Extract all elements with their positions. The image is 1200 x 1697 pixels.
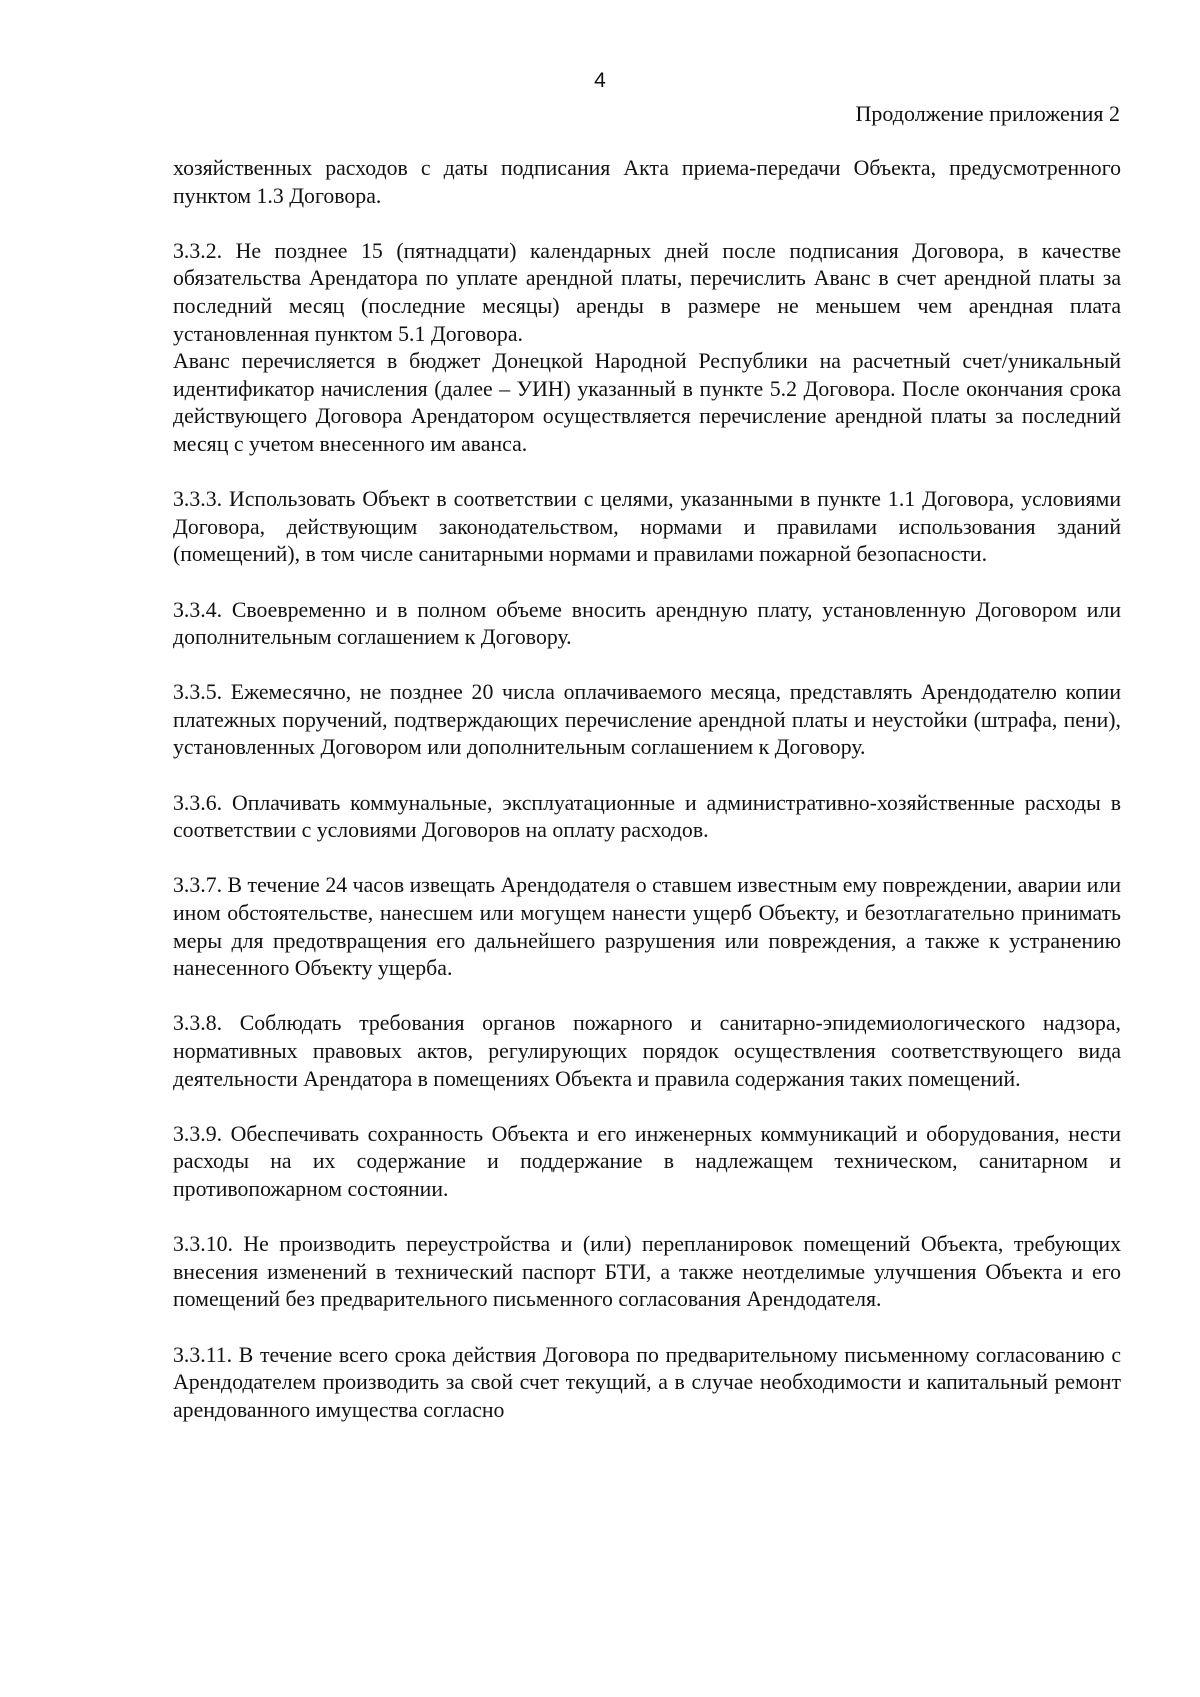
paragraph-3-3-2: 3.3.2. Не позднее 15 (пятнадцати) календарных дней после подписания Договора, в качестве обязательства Арендатора по уплате арендной платы, перечислить Аванс в счет арендной платы за последний месяц (последние месяцы) аренды в размере не меньшем чем арендная плата установленная пунктом 5.1 Договора. xyxy=(173,238,1121,346)
page-number: 4 xyxy=(594,69,606,92)
paragraph-3-3-4: 3.3.4. Своевременно и в полном объеме вносить арендную плату, установленную Договором или дополнительным соглашением к Договору. xyxy=(173,597,1121,650)
document-body xyxy=(173,155,1121,1424)
paragraph-3-3-2-advance: Аванс перечисляется в бюджет Донецкой Народной Республики на расчетный счет/уникальный идентификатор начисления (далее – УИН) указанный в пункте 5.2 Договора. После окончания срока действующего Договора Арендатором осуществляется перечисление арендной платы за последний месяц с учетом внесенного им аванса. xyxy=(173,349,1121,456)
paragraph-3-3-8: 3.3.8. Соблюдать требования органов пожарного и санитарно-эпидемиологического надзора, нормативных правовых актов, регулирующих порядок осуществления соответствующего вида деятельности Арендатора в помещениях Объекта и правила содержания таких помещений. xyxy=(173,1011,1121,1091)
paragraph-3-3-9: 3.3.9. Обеспечивать сохранность Объекта и его инженерных коммуникаций и оборудования, нести расходы на их содержание и поддержание в надлежащем техническом, санитарном и противопожарном состоянии. xyxy=(173,1121,1121,1201)
paragraph-3-3-1-continued: хозяйственных расходов с даты подписания Акта приема-передачи Объекта, предусмотренного пунктом 1.3 Договора. xyxy=(173,156,1121,208)
paragraph-3-3-6: 3.3.6. Оплачивать коммунальные, эксплуатационные и административно-хозяйственные расходы в соответствии с условиями Договоров на оплату расходов. xyxy=(173,790,1121,843)
paragraph-3-3-7: 3.3.7. В течение 24 часов извещать Арендодателя о ставшем известным ему повреждении, аварии или ином обстоятельстве, нанесшем или могущем нанести ущерб Объекту, и безотлагательно принимать меры для предотвращения его дальнейшего разрушения или повреждения, а также к устранению нанесенного Объекту ущерба. xyxy=(173,873,1121,981)
paragraph-3-3-5: 3.3.5. Ежемесячно, не позднее 20 числа оплачиваемого месяца, представлять Арендодателю копии платежных поручений, подтверждающих перечисление арендной платы и неустойки (штрафа, пени), установленных Договором или дополнительным соглашением к Договору. xyxy=(173,680,1121,760)
appendix-continuation-header: Продолжение приложения 2 xyxy=(855,101,1120,126)
paragraph-3-3-3: 3.3.3. Использовать Объект в соответствии с целями, указанными в пункте 1.1 Договора, условиями Договора, действующим законодательством, нормами и правилами использования зданий (помещений), в том числе санитарными нормами и правилами пожарной безопасности. xyxy=(173,487,1121,567)
paragraph-3-3-11: 3.3.11. В течение всего срока действия Договора по предварительному письменному согласованию с Арендодателем производить за свой счет текущий, а в случае необходимости и капитальный ремонт арендованного имущества согласно xyxy=(173,1342,1121,1422)
paragraph-3-3-10: 3.3.10. Не производить переустройства и (или) перепланировок помещений Объекта, требующих внесения изменений в технический паспорт БТИ, а также неотделимые улучшения Объекта и его помещений без предварительного письменного согласования Арендодателя. xyxy=(173,1232,1121,1312)
